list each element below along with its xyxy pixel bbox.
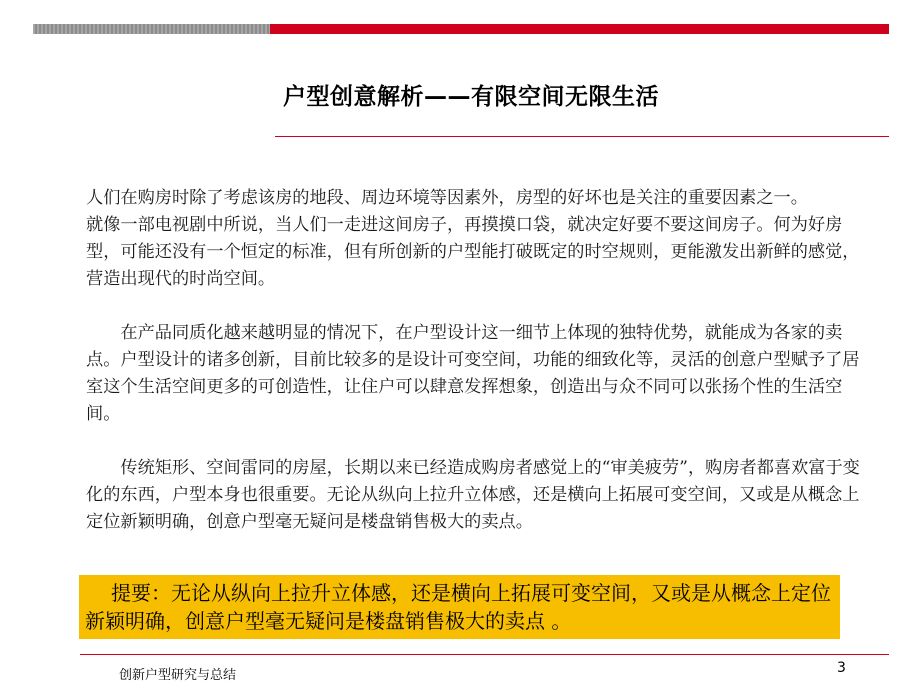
- paragraph-gap: [86, 293, 862, 320]
- summary-box: [79, 575, 840, 639]
- paragraph-gap: [86, 428, 862, 455]
- title-divider: [275, 136, 889, 137]
- summary-text: 提要：无论从纵向上拉升立体感，还是横向上拓展可变空间，又或是从概念上定位新颖明确，创意户型毫无疑问是楼盘销售极大的卖点 。: [85, 581, 831, 633]
- slide-title: 户型创意解析——有限空间无限生活: [283, 84, 659, 110]
- paragraph-3: 在产品同质化越来越明显的情况下，在户型设计这一细节上体现的独特优势，就能成为各家的卖点。户型设计的诸多创新，目前比较多的是设计可变空间，功能的细致化等，灵活的创意户型赋予了居室这个生活空间更多的可创造性，让住户可以肆意发挥想象，创造出与众不同可以张扬个性的生活空间。: [86, 323, 860, 424]
- footer-divider: [80, 654, 889, 655]
- paragraph-2: 就像一部电视剧中所说，当人们一走进这间房子，再摸摸口袋，就决定好要不要这间房子。何为好房型，可能还没有一个恒定的标准，但有所创新的户型能打破既定的时空规则，更能激发出新鲜的感觉，营造出现代的时尚空间。: [86, 215, 860, 289]
- paragraph-1: 人们在购房时除了考虑该房的地段、周边环境等因素外，房型的好坏也是关注的重要因素之一。: [86, 188, 808, 208]
- header-gray-bar: [33, 24, 270, 34]
- body-text: [86, 185, 862, 536]
- page-number: 3: [837, 660, 846, 676]
- header-red-bar: [270, 24, 889, 34]
- footer-label: 创新户型研究与总结: [119, 668, 237, 683]
- paragraph-4: 传统矩形、空间雷同的房屋，长期以来已经造成购房者感觉上的“审美疲劳”，购房者都喜欢富于变化的东西，户型本身也很重要。无论从纵向上拉升立体感，还是横向上拓展可变空间，又或是从概念上定位新颖明确，创意户型毫无疑问是楼盘销售极大的卖点。: [86, 458, 860, 532]
